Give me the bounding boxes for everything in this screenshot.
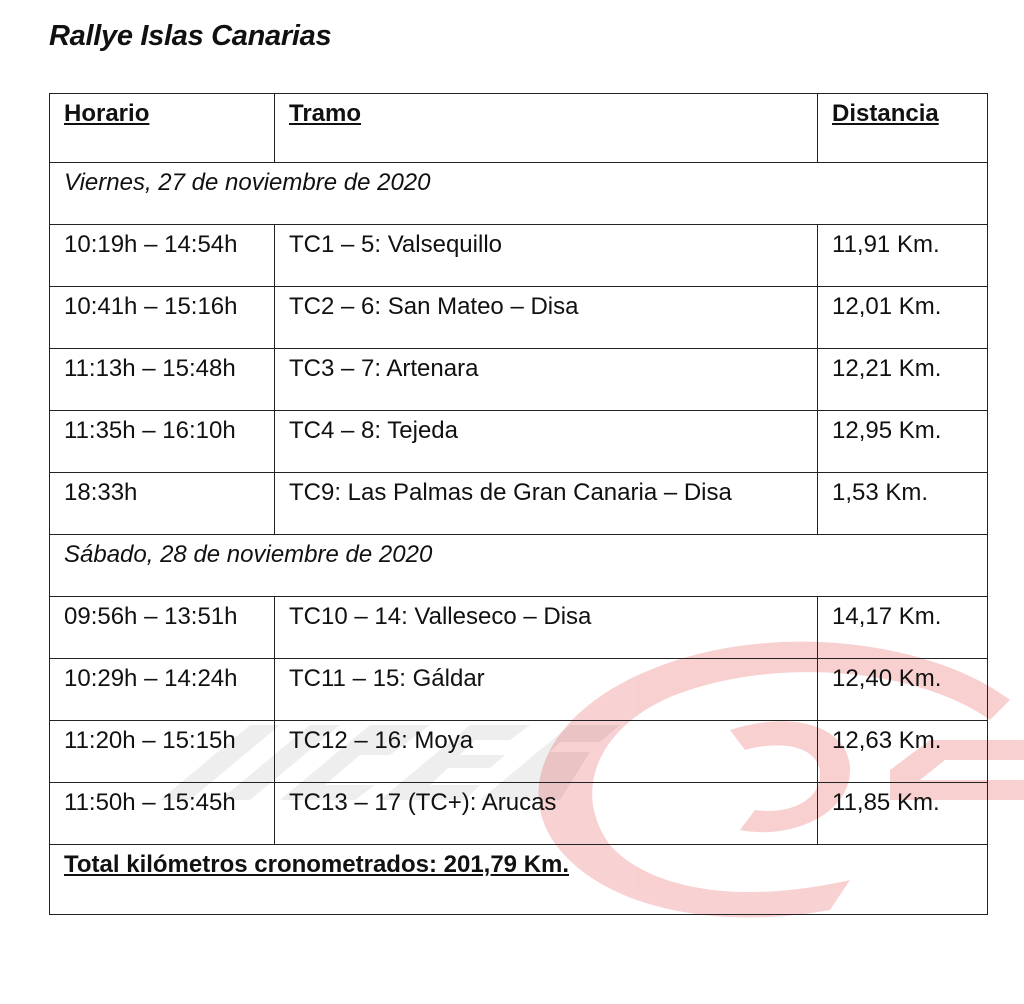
day-label: Sábado, 28 de noviembre de 2020 bbox=[50, 535, 988, 597]
table-row bbox=[50, 473, 988, 535]
day-label: Viernes, 27 de noviembre de 2020 bbox=[50, 163, 988, 225]
tramo-cell: TC3 – 7: Artenara bbox=[275, 349, 818, 411]
distancia-cell: 12,01 Km. bbox=[818, 287, 988, 349]
tramo-cell: TC10 – 14: Valleseco – Disa bbox=[275, 597, 818, 659]
header-horario: Horario bbox=[50, 94, 275, 163]
day-row-sabado bbox=[50, 535, 988, 597]
horario-cell: 09:56h – 13:51h bbox=[50, 597, 275, 659]
distancia-cell: 12,21 Km. bbox=[818, 349, 988, 411]
tramo-cell: TC2 – 6: San Mateo – Disa bbox=[275, 287, 818, 349]
header-tramo: Tramo bbox=[275, 94, 818, 163]
tramo-cell: TC9: Las Palmas de Gran Canaria – Disa bbox=[275, 473, 818, 535]
tramo-cell: TC13 – 17 (TC+): Arucas bbox=[275, 783, 818, 845]
distancia-cell: 11,91 Km. bbox=[818, 225, 988, 287]
rally-schedule-table bbox=[49, 93, 988, 915]
horario-cell: 11:50h – 15:45h bbox=[50, 783, 275, 845]
total-row bbox=[50, 845, 988, 915]
table-row bbox=[50, 783, 988, 845]
table-row bbox=[50, 659, 988, 721]
total-label: Total kilómetros cronometrados: 201,79 Km. bbox=[50, 845, 988, 915]
table-row bbox=[50, 225, 988, 287]
header-distancia: Distancia bbox=[818, 94, 988, 163]
document-title: Rallye Islas Canarias bbox=[49, 20, 332, 52]
tramo-cell: TC11 – 15: Gáldar bbox=[275, 659, 818, 721]
horario-cell: 10:41h – 15:16h bbox=[50, 287, 275, 349]
table-row bbox=[50, 349, 988, 411]
tramo-cell: TC4 – 8: Tejeda bbox=[275, 411, 818, 473]
horario-cell: 11:35h – 16:10h bbox=[50, 411, 275, 473]
tramo-cell: TC12 – 16: Moya bbox=[275, 721, 818, 783]
distancia-cell: 1,53 Km. bbox=[818, 473, 988, 535]
tramo-cell: TC1 – 5: Valsequillo bbox=[275, 225, 818, 287]
table-row bbox=[50, 411, 988, 473]
distancia-cell: 12,40 Km. bbox=[818, 659, 988, 721]
table-row bbox=[50, 597, 988, 659]
distancia-cell: 12,95 Km. bbox=[818, 411, 988, 473]
table-row bbox=[50, 721, 988, 783]
distancia-cell: 14,17 Km. bbox=[818, 597, 988, 659]
header-row bbox=[50, 94, 988, 163]
horario-cell: 11:13h – 15:48h bbox=[50, 349, 275, 411]
table-row bbox=[50, 287, 988, 349]
distancia-cell: 11,85 Km. bbox=[818, 783, 988, 845]
distancia-cell: 12,63 Km. bbox=[818, 721, 988, 783]
day-row-viernes bbox=[50, 163, 988, 225]
horario-cell: 18:33h bbox=[50, 473, 275, 535]
horario-cell: 11:20h – 15:15h bbox=[50, 721, 275, 783]
horario-cell: 10:19h – 14:54h bbox=[50, 225, 275, 287]
horario-cell: 10:29h – 14:24h bbox=[50, 659, 275, 721]
